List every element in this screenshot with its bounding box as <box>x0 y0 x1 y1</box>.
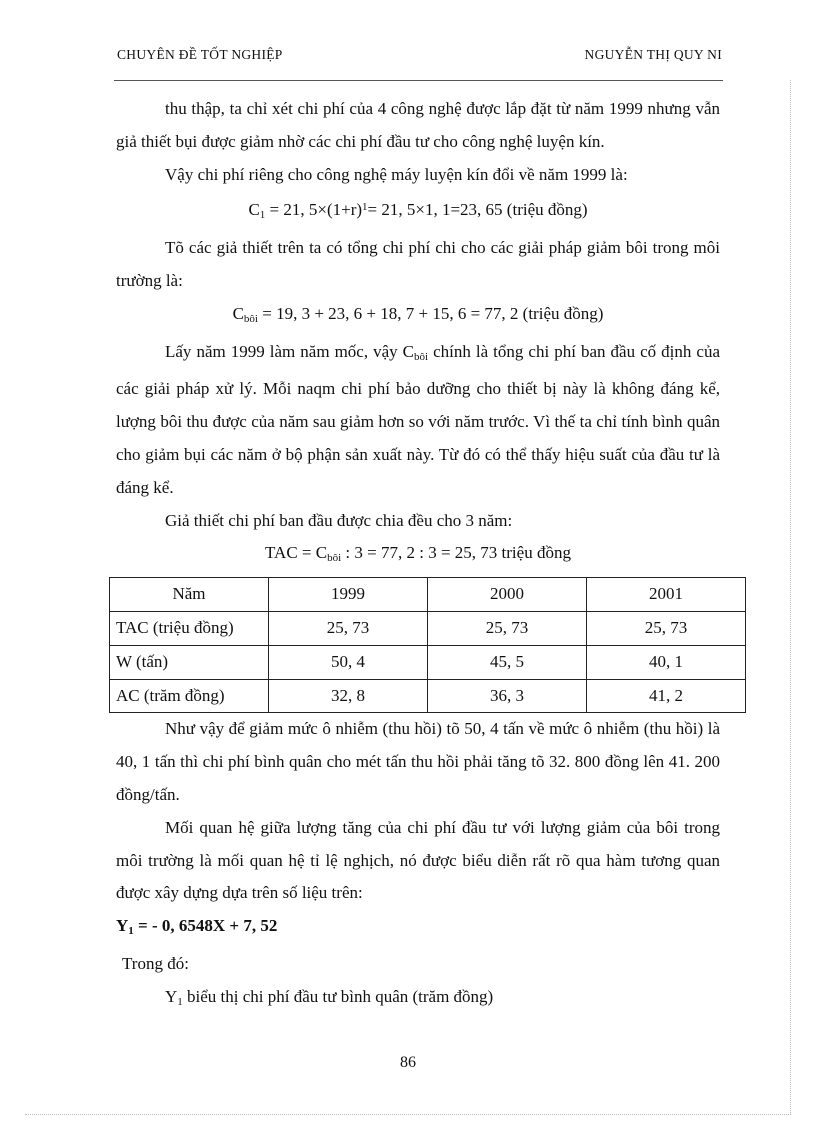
table-cell: AC (trăm đồng) <box>110 679 269 713</box>
table-cell: TAC (triệu đồng) <box>110 611 269 645</box>
formula-c1-lhs: C <box>248 200 260 220</box>
regression-sub: 1 <box>128 925 134 938</box>
table-row <box>110 611 746 645</box>
table-cell: 40, 1 <box>587 645 746 679</box>
paragraph-7: Mối quan hệ giữa lượng tăng của chi phí đầu tư với lượng giảm của bôi trong môi trường là mối quan hệ tỉ lệ nghịch, nó được biểu diễn rất rõ qua hàm tương quan được xây dựng dựa trên số liệu trên: <box>116 817 720 903</box>
formula-cboi <box>116 298 720 336</box>
paragraph-4-after: chính là tổng chi phí ban đầu cố định của các giải pháp xử lý. Mỗi naqm chi phí bảo dưỡng cho thiết bị này là không đáng kể, lượng bôi thu được của năm sau giảm hơn so với năm trước. Vì thế ta chỉ tính bình quân cho giảm bụi các năm ở bộ phận sản xuất này. Từ đó có thể thấy hiệu suất của đầu tư là đáng kể. <box>116 341 720 497</box>
paragraph-1: thu thập, ta chỉ xét chi phí của 4 công nghệ được lắp đặt từ năm 1999 nhưng vẫn giả thiết bụi được giảm nhờ các chi phí đầu tư cho công nghệ luyện kín. <box>116 99 720 151</box>
header-title: CHUYÊN ĐỀ TỐT NGHIỆP <box>117 47 283 62</box>
table-header-row <box>110 578 746 612</box>
paragraph-9-lhs: Y <box>165 986 178 1006</box>
paragraph-9 <box>116 981 720 1019</box>
table-header-cell: 2000 <box>428 578 587 612</box>
table-row <box>110 679 746 713</box>
formula-tac-sub: bôi <box>327 552 342 565</box>
formula-c1 <box>116 191 720 232</box>
formula-tac <box>116 537 720 575</box>
page-number: 86 <box>400 1054 416 1071</box>
formula-tac-before: TAC = C <box>265 543 328 563</box>
table-cell: 25, 73 <box>428 611 587 645</box>
table-header-cell: 1999 <box>269 578 428 612</box>
cost-table <box>109 577 746 713</box>
regression-rhs: = - 0, 6548X + 7, 52 <box>133 916 278 936</box>
document-body <box>116 93 720 1019</box>
table-header-cell: Năm <box>110 578 269 612</box>
regression-formula <box>116 910 720 948</box>
paragraph-9-rest: biểu thị chi phí đầu tư bình quân (trăm đồng) <box>182 986 494 1006</box>
formula-c1-part1: = 21, 5×(1+r) <box>265 200 363 220</box>
table-cell: 25, 73 <box>587 611 746 645</box>
paragraph-4 <box>116 336 720 505</box>
formula-c1-part2: = 21, 5×1, 1=23, 65 (triệu đồng) <box>367 200 588 220</box>
page-border-bottom <box>25 1114 791 1115</box>
table-cell: 36, 3 <box>428 679 587 713</box>
paragraph-4-sub: bôi <box>414 350 429 363</box>
table-header-cell: 2001 <box>587 578 746 612</box>
formula-cboi-lhs: C <box>232 303 244 323</box>
formula-cboi-sub: bôi <box>243 312 258 325</box>
paragraph-9-sub: 1 <box>177 995 183 1008</box>
paragraph-2: Vậy chi phí riêng cho công nghệ máy luyện kín đổi về năm 1999 là: <box>165 164 628 184</box>
paragraph-4-before: Lấy năm 1999 làm năm mốc, vậy C <box>165 341 415 361</box>
page-border-right <box>790 80 791 1115</box>
table-row <box>110 645 746 679</box>
formula-cboi-rhs: = 19, 3 + 23, 6 + 18, 7 + 15, 6 = 77, 2 (triệu đồng) <box>257 303 604 323</box>
table-cell: 25, 73 <box>269 611 428 645</box>
page-header <box>117 47 722 69</box>
table-cell: 41, 2 <box>587 679 746 713</box>
table-cell: 45, 5 <box>428 645 587 679</box>
table-cell: 32, 8 <box>269 679 428 713</box>
formula-c1-sub: 1 <box>259 209 266 222</box>
paragraph-5: Giả thiết chi phí ban đầu được chia đều cho 3 năm: <box>165 510 513 530</box>
paragraph-6: Như vậy để giảm mức ô nhiễm (thu hồi) tõ 50, 4 tấn về mức ô nhiễm (thu hồi) là 40, 1 tấn thì chi phí bình quân cho mét tấn thu hồi phải tăng tõ 32. 800 đồng lên 41. 200 đồng/tấn. <box>116 719 720 804</box>
paragraph-3: Tõ các giả thiết trên ta có tổng chi phí chi cho các giải pháp giảm bôi trong môi trường là: <box>116 238 720 290</box>
table-cell: 50, 4 <box>269 645 428 679</box>
table-cell: W (tấn) <box>110 645 269 679</box>
header-rule <box>114 80 723 81</box>
paragraph-8: Trong đó: <box>122 953 189 973</box>
header-author: NGUYỄN THỊ QUY NI <box>584 47 722 62</box>
formula-tac-after: : 3 = 77, 2 : 3 = 25, 73 triệu đồng <box>341 543 571 563</box>
formula-c1-sup: 1 <box>362 201 368 214</box>
regression-lhs: Y <box>116 916 129 936</box>
